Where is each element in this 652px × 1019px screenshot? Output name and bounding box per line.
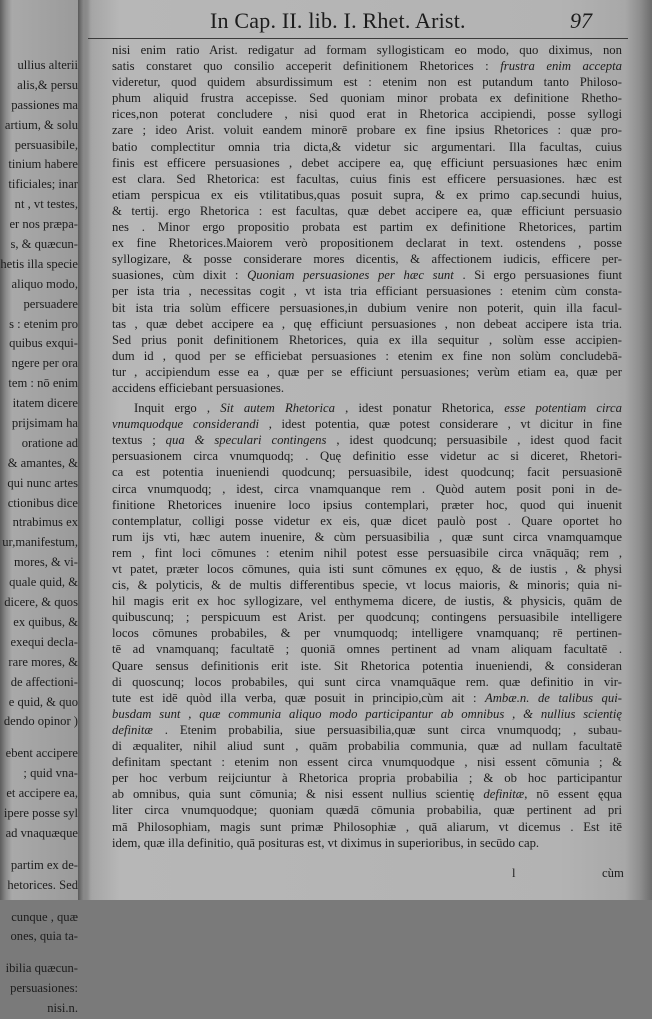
text-line: vnumquodque considerandi , idest potentia, quæ potest considerare , vt dicitur in fine bbox=[112, 417, 622, 432]
left-page-line: dicere, & quos bbox=[4, 595, 78, 610]
left-page-line: s : etenim pro bbox=[9, 316, 78, 331]
paragraph-2 bbox=[112, 400, 622, 851]
body-text bbox=[112, 42, 622, 851]
page-number: 97 bbox=[570, 8, 592, 33]
left-page-line: oratione ad bbox=[21, 435, 78, 450]
left-page-line: ebent accipere bbox=[5, 746, 78, 761]
text-line: rem , fint loci cōmunes : etenim nihil potest esse persuasibile circa vnāquāq; rem , bbox=[112, 545, 622, 560]
left-page-line: & amantes, & bbox=[7, 455, 78, 470]
left-page-line: persuasiones: bbox=[10, 981, 78, 996]
left-page-line: nt , vt testes, bbox=[14, 197, 78, 212]
text-line: circa vnumquodq; , idest, circa vnamquanque rem . Quòd autem posit poni in de- bbox=[112, 481, 622, 496]
left-page-line bbox=[0, 947, 78, 959]
page-header bbox=[88, 4, 636, 38]
left-page-line: tinium habere bbox=[8, 157, 78, 172]
italic-quotation: frustra enim accepta bbox=[500, 59, 622, 74]
text-line: ex fine Rhetorices.Maiorem verò propositionem declarat in text. ostendens , posse bbox=[112, 236, 622, 251]
paragraph-1 bbox=[112, 42, 622, 396]
text-line: rices,non poterat concludere , nisi quod erat in Rhetorica accipiendi, posse syllogi bbox=[112, 107, 622, 122]
left-page-line: ctionibus dice bbox=[7, 495, 78, 510]
left-page-line: er nos præpa- bbox=[9, 217, 78, 232]
left-page-line: ur,manifestum, bbox=[2, 535, 78, 550]
header-rule bbox=[88, 38, 628, 39]
italic-quotation: definitæ bbox=[483, 787, 525, 802]
left-page-line: et accipere ea, bbox=[6, 786, 78, 801]
left-page-line: quale quid, & bbox=[9, 575, 78, 590]
left-page-line: e quid, & quo bbox=[8, 694, 78, 709]
text-line: liter circa vnumquodque; quoniam quædā cōmunia probabilia, quæ pertinent ad pri bbox=[112, 803, 622, 818]
text-line: mā Philosophiam, magis sunt primæ Philosophiæ , quā aliarum, vt dicemus . Est itē bbox=[112, 819, 622, 834]
text-line: ca est potentia inueniendi quodcunq; persuasibile, idest quodcunq; facit persuasionē bbox=[112, 465, 622, 480]
left-page-line: nisi.n. bbox=[47, 1001, 78, 1016]
text-line: finis est efficere persuasiones , debet accipere ea, quę efficiunt persuasiones hæc enim bbox=[112, 155, 622, 170]
text-line: hil magis erit ex hoc syllogizare, vel enthymema dicere, de iustis, & physicis, quām de bbox=[112, 594, 622, 609]
text-line: zare ; ideo Arist. voluit eandem minorē probare ex fine ipsius Rhetorices : quæ pro- bbox=[112, 123, 622, 138]
left-page-line: ad vnaquæque bbox=[5, 825, 78, 840]
text-line: phum aliquid frustra accepisse. Sed quoniam minor probata ex definitione Rhetho- bbox=[112, 91, 622, 106]
left-page-line: s, & quæcun- bbox=[10, 237, 78, 252]
text-line: cis, & polyticis, & de multis differentibus specie, vt locus maioris, & minoris; quia ni- bbox=[112, 578, 622, 593]
text-line: idem, quæ illa definitio, quā posituras est, vt diximus in superioribus, in secūdo cap. bbox=[112, 835, 540, 850]
text-line: quibuscunq; ; perspicuum est Arist. per quodcunq; contingens persuasibile intelligere bbox=[112, 610, 622, 625]
text-line: nisi enim ratio Arist. redigatur ad formam syllogisticam eo modo, quo diximus, non bbox=[112, 43, 622, 57]
left-page-line: tificiales; inar bbox=[8, 177, 78, 192]
left-page-line: ntrabimus ex bbox=[12, 515, 78, 530]
left-page-line: alis,& persu bbox=[17, 77, 78, 92]
text-line: locos cōmunes probabiles, & per vnumquodq; intelligere vnamquanq; rē pertinen- bbox=[112, 626, 622, 641]
text-line: accidens efficiebant persuasiones. bbox=[112, 380, 285, 395]
left-page-line: artium, & solu bbox=[4, 117, 78, 132]
text-line: rum ijs vti, hæc autem inuenire, & cùm persuasibilia , quæ sunt circa vnamquamque bbox=[112, 529, 622, 544]
text-line: di quoscunq; locos probabiles, qui sunt circa vnamquāque rem. quæ definitio in vir- bbox=[112, 674, 622, 689]
text-line bbox=[112, 706, 622, 722]
left-page-line: persuasibile, bbox=[14, 137, 78, 152]
text-line: tē ad vnamquanq; facultatē ; quoniā omnes pertinent ad vnam aliquam facultatē . bbox=[112, 642, 622, 657]
left-page-line: ipere posse syl bbox=[3, 805, 78, 820]
left-page-line: partim ex de- bbox=[10, 857, 78, 872]
left-page-line: passiones ma bbox=[11, 97, 78, 112]
left-page-line: dendo opinor ) bbox=[3, 714, 78, 729]
left-page-line: quibus exqui- bbox=[9, 336, 78, 351]
text-line: textus ; qua & speculari contingens , idest quodcunq; persuasibile , idest quod facit bbox=[112, 433, 622, 448]
text-line: & tertij. ergo Rhetorica : est facultas, quæ debet accipere ea, quæ efficiunt persuasio bbox=[112, 203, 622, 218]
left-page-line: exequi decla- bbox=[10, 634, 78, 649]
left-page-line: ngere per ora bbox=[11, 356, 78, 371]
text-line: tas , quæ debet accipere ea , quę efficiunt persuasiones , non debeat accipere ista tria. bbox=[112, 316, 622, 331]
text-line: per ista tria , necessitas cogit , vt ista tria efficiant persuasiones : etenim cùm consta- bbox=[112, 284, 622, 299]
left-page-line: ; quid vna- bbox=[23, 766, 78, 781]
left-page-line: ex quibus, & bbox=[13, 614, 78, 629]
text-line: definitam spectant : etenim non essent circa vnumquodque , nisi essent cōmunia ; & bbox=[112, 755, 622, 770]
text-line: syllogizare, & posse considerare mores dicentis, & affectionem iudicis, efficere per- bbox=[112, 252, 622, 267]
left-page-line bbox=[0, 844, 78, 856]
running-head: In Cap. II. lib. I. Rhet. Arist. bbox=[210, 8, 466, 33]
italic-quotation: Ambæ.n. de talibus qui- bbox=[485, 690, 622, 705]
signature-mark: l bbox=[512, 866, 516, 880]
italic-quotation: qua & speculari contingens bbox=[165, 433, 327, 448]
italic-quotation: Sit autem Rhetorica bbox=[220, 401, 336, 416]
left-page-line: prijsimam ha bbox=[11, 416, 78, 431]
text-line: persuasionem circa vnumquodq; . Quę definitio esse videtur ac si diceret, Rhetori- bbox=[112, 449, 622, 464]
left-page-line bbox=[0, 896, 78, 908]
text-line: di æqualiter, nihil aliud sunt , quām probabilia communia, quæ ad nullam facultatē bbox=[112, 739, 622, 754]
text-line: vt patet, præter locos cōmunes, quia isti sunt cōmunes ex ęquo, & de iustis , & physi bbox=[112, 562, 622, 576]
text-line: definitæ . Etenim probabilia, siue persuasibilia,quæ sunt circa vnumquodq; , subau- bbox=[112, 722, 622, 737]
text-line: tur , accipiendum esse ea , quæ per se efficiunt persuasiones; verùm etiam ea, quæ per bbox=[112, 364, 622, 379]
text-line: bit ista tria solùm efficere persuasiones,in dubium venire non poterit, quin illa facul- bbox=[112, 300, 622, 315]
right-page bbox=[88, 0, 636, 900]
italic-quotation: definitæ bbox=[112, 722, 153, 737]
left-page-line: ones, quia ta- bbox=[10, 929, 78, 944]
left-page-line: de affectioni- bbox=[10, 674, 78, 689]
text-line: Inquit ergo , Sit autem Rhetorica , idest ponatur Rhetorica, esse potentiam circa bbox=[134, 401, 622, 416]
left-page-line bbox=[0, 732, 78, 744]
left-page-line: rare mores, & bbox=[8, 654, 78, 669]
text-line: nes . Minor ergo propositio probata est partim ex definitione Rhetorices, partim bbox=[112, 220, 622, 235]
text-line: finitione Rhetorices inuenire loco ipsius contemplari, præter hoc, quod qui inuenit bbox=[112, 497, 622, 512]
italic-quotation: busdam sunt , quæ communia aliquo modo participantur ab omnibus , & nullius scientię bbox=[112, 706, 622, 721]
text-line: ab omnibus, quia sunt cōmunia; & nisi essent nullius scientię definitæ, nō essent ęqua bbox=[112, 787, 622, 802]
italic-quotation: esse potentiam circa bbox=[504, 401, 622, 416]
text-line: satis constaret quo consilio acceperit definitionem Rhetorices : frustra enim accepta bbox=[112, 59, 622, 74]
text-line: est clara. Sed Rhetorica: est facultas, cuius finis est efficere persuasiones. hæc est bbox=[112, 171, 622, 186]
text-line: tute est idē quòd illa verba, quæ posuit in principio,cùm ait : Ambæ.n. de talibus qui- bbox=[112, 690, 622, 705]
left-page-line: qui nunc artes bbox=[7, 475, 78, 490]
left-facing-page bbox=[0, 0, 80, 1016]
left-page-line: mores, & vi- bbox=[13, 555, 78, 570]
catchword: cùm bbox=[602, 866, 624, 880]
text-line: Sed prius ponit definitionem Rhetorices, quia ex illa sequitur , solùm esse accipien- bbox=[112, 332, 622, 347]
left-page-line: ullius alterii bbox=[17, 58, 78, 72]
left-page-line: aliquo modo, bbox=[11, 276, 78, 291]
text-line: per hoc verbum reijciuntur à Rhetorica propria probabilia ; & ob hoc participantur bbox=[112, 771, 622, 786]
italic-quotation: Quoniam persuasiones per hæc sunt bbox=[247, 268, 454, 283]
left-page-line: itatem dicere bbox=[12, 396, 78, 411]
left-page-line: persuadere bbox=[23, 296, 78, 311]
left-page-line: hetorices. Sed bbox=[7, 877, 78, 892]
text-line: videretur, quod quidem absurdissimum est : etenim non est putandum tanto Philoso- bbox=[112, 75, 622, 90]
left-page-line: cunque , quæ bbox=[11, 909, 78, 924]
text-line: Quare sensus definitionis erit iste. Sit Rhetorica potentia inueniendi, & consideran bbox=[112, 658, 622, 673]
left-page-text bbox=[0, 56, 78, 1019]
text-line: etiam perspicua ex eis vtilitatibus,quas posuit supra, & ex primo cap.secundi huius, bbox=[112, 187, 622, 202]
left-page-line: tem : nō enim bbox=[8, 376, 78, 391]
text-line: batio complectitur omnia tria dicta,& videtur sic argumentari. Illa facultas, cuius bbox=[112, 139, 622, 154]
italic-quotation: vnumquodque considerandi bbox=[112, 417, 260, 432]
text-line: suasiones, cùm dixit : Quoniam persuasiones per hæc sunt . Si ergo persuasiones fiunt bbox=[112, 268, 623, 283]
text-line: contemplatur, colligi posse videtur ex eis, quæ dicet paulò post . Quare oportet ho bbox=[112, 513, 622, 528]
left-page-line: ibilia quæcun- bbox=[5, 961, 78, 976]
left-page-line: hetis illa specie bbox=[0, 256, 78, 271]
text-line: dum id , quod per se efficiebat persuasiones : etenim ex fine non solùm concludebā- bbox=[112, 348, 622, 363]
